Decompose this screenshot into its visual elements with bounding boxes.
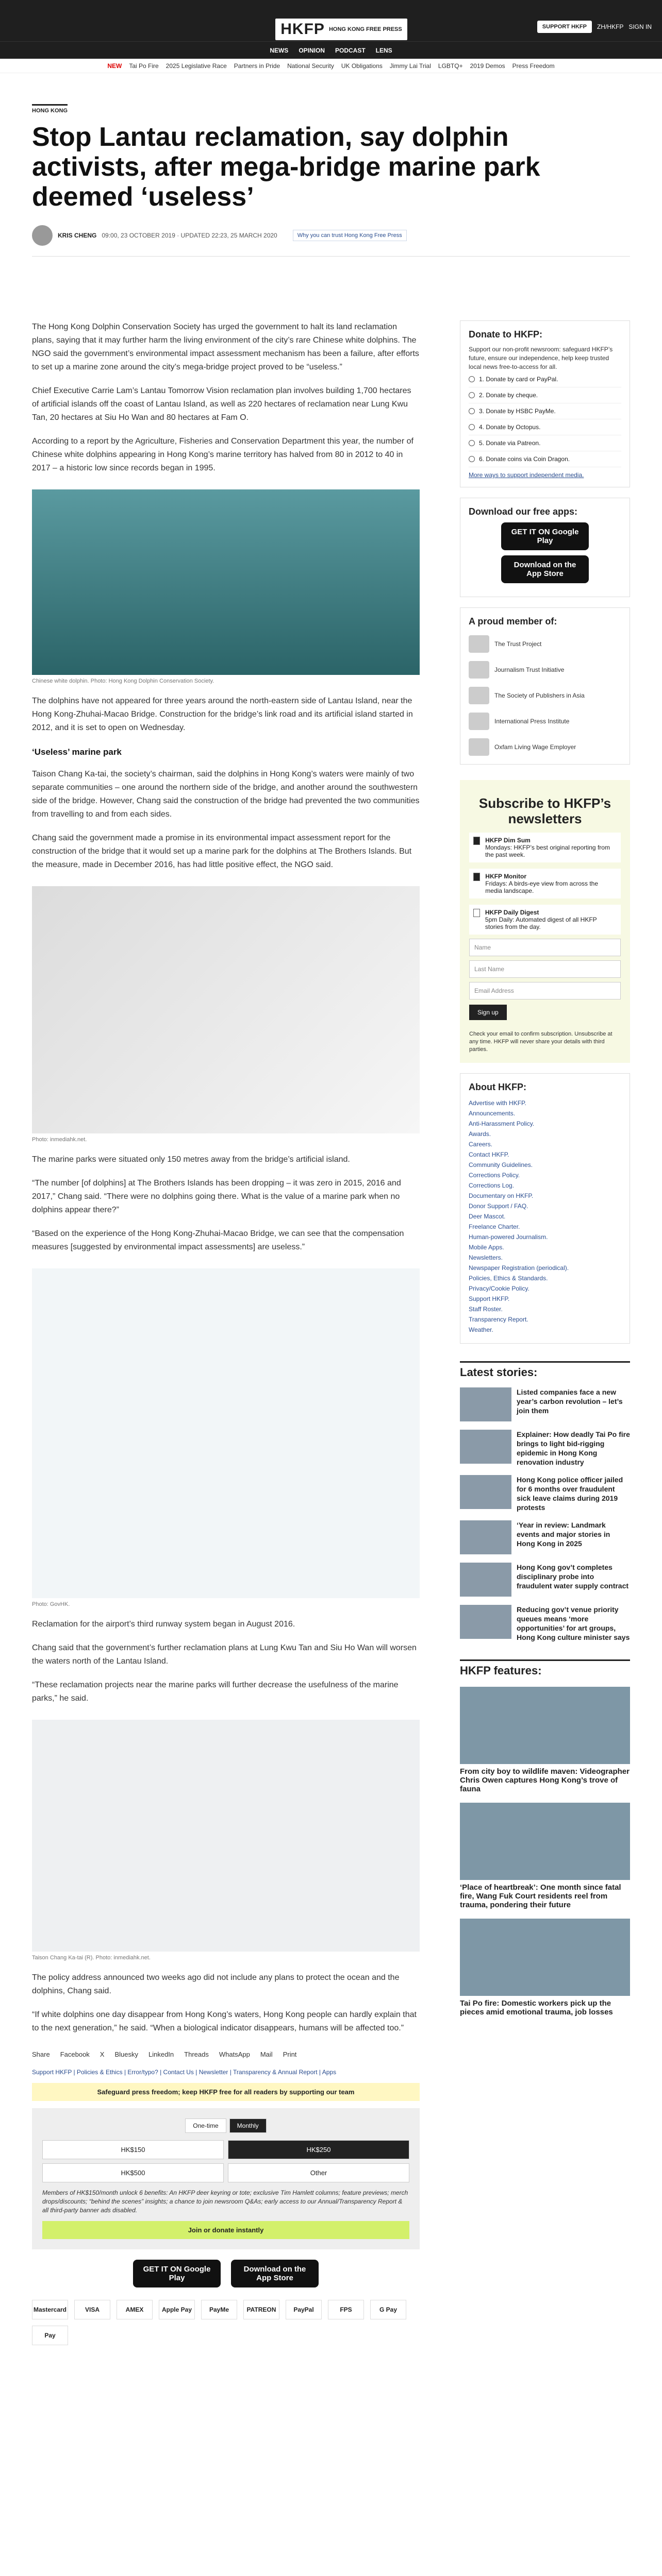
about-link[interactable]: Deer Mascot.: [469, 1213, 506, 1220]
logo-subtext: HONG KONG FREE PRESS: [328, 26, 402, 32]
share-whatsapp[interactable]: WhatsApp: [219, 2050, 250, 2058]
subnav-item[interactable]: Press Freedom: [512, 62, 555, 70]
dolphin-photo: [32, 489, 420, 675]
visa-icon: VISA: [74, 2300, 110, 2319]
about-title: About HKFP:: [469, 1082, 526, 1092]
share-x[interactable]: X: [100, 2050, 105, 2058]
subnav-item[interactable]: 2025 Legislative Race: [166, 62, 227, 70]
paragraph: The policy address announced two weeks ago did not include any plans to protect the ocean and the dolphins, Chang said.: [32, 1973, 400, 1995]
about-box: [460, 1073, 630, 1344]
fps-icon: FPS: [328, 2300, 364, 2319]
footer-links[interactable]: Support HKFP | Policies & Ethics | Error/typo? | Contact Us | Newsletter | Transparency & Annual Report | Apps: [32, 2069, 337, 2076]
share-bluesky[interactable]: Bluesky: [114, 2050, 138, 2058]
latest-story[interactable]: [460, 1605, 630, 1642]
app-store-button[interactable]: Download on the App Store: [501, 555, 589, 583]
radio-icon: [469, 392, 475, 398]
checkbox-icon[interactable]: [473, 837, 480, 845]
donate-option[interactable]: [469, 419, 621, 435]
member-item[interactable]: [469, 635, 621, 653]
newsletter-title: Subscribe to HKFP’s newsletters: [478, 795, 611, 826]
amount-option[interactable]: HK$250: [228, 2140, 409, 2159]
masthead: [0, 0, 662, 41]
member-item[interactable]: [469, 661, 621, 679]
story-thumbnail: [460, 1605, 511, 1639]
about-link[interactable]: Advertise with HKFP.: [469, 1099, 526, 1107]
about-link[interactable]: Privacy/Cookie Policy.: [469, 1285, 529, 1292]
member-name: The Society of Publishers in Asia: [494, 692, 585, 699]
sopa-logo: [469, 687, 489, 704]
checkbox-icon[interactable]: [473, 909, 480, 917]
paragraph: “The number [of dolphins] at The Brothers Islands has been dropping – it was zero in 2015, 2016 and 2017,” Chang said. “There were no dolphins going there. What is the value of a marine park when no dolphins appear there?”: [32, 1179, 401, 1214]
donate-text: Support our non-profit newsroom: safeguard HKFP’s future, ensure our independence, help keep trusted local news free-to-access for all.: [469, 346, 613, 370]
about-link[interactable]: Transparency Report.: [469, 1316, 528, 1323]
latest-story[interactable]: [460, 1475, 630, 1512]
about-link[interactable]: Corrections Log.: [469, 1182, 515, 1189]
photo-caption: Photo: inmediahk.net.: [32, 1137, 87, 1143]
story-thumbnail: [460, 1430, 511, 1464]
tab-one-time[interactable]: One-time: [185, 2119, 226, 2133]
share-linkedin[interactable]: LinkedIn: [148, 2050, 174, 2058]
about-link[interactable]: Careers.: [469, 1141, 493, 1148]
apple-pay-icon: Apple Pay: [159, 2300, 195, 2319]
member-name: The Trust Project: [494, 640, 542, 648]
newsletter-desc: Fridays: A birds-eye view from across the media landscape.: [485, 880, 599, 894]
latest-story[interactable]: [460, 1430, 630, 1467]
section-heading: ‘Useless’ marine park: [32, 747, 122, 757]
latest-story[interactable]: [460, 1520, 630, 1554]
press-conference-photo: [32, 886, 420, 1133]
newsletter-option[interactable]: [469, 869, 621, 899]
signup-button[interactable]: Sign up: [469, 1005, 507, 1020]
donation-widget: [32, 2108, 420, 2249]
story-title: Hong Kong police officer jailed for 6 months over fraudulent sick leave claims during 2019 protests: [517, 1476, 623, 1512]
photo-caption: Taison Chang Ka-tai (R). Photo: inmediahk.net.: [32, 1955, 151, 1961]
newsletter-desc: 5pm Daily: Automated digest of all HKFP stories from the day.: [485, 916, 597, 930]
subnav-item[interactable]: Tai Po Fire: [129, 62, 159, 70]
donate-option[interactable]: [469, 435, 621, 451]
sidebar: [460, 320, 630, 2345]
donate-option-label: 5. Donate via Patreon.: [479, 439, 541, 447]
feature-story[interactable]: [460, 1919, 630, 2016]
newsletter-box: [460, 780, 630, 1063]
story-title: Listed companies face a new year’s carbon revolution – let’s join them: [517, 1388, 623, 1415]
feature-title: ‘Place of heartbreak’: One month since fatal fire, Wang Fuk Court residents reel from trauma, pondering their future: [460, 1883, 621, 1909]
amex-icon: AMEX: [117, 2300, 153, 2319]
features-title: HKFP features:: [460, 1659, 630, 1677]
paragraph: According to a report by the Agriculture, Fisheries and Conservation Department this year, the number of Chinese white dolphins appearing in Hong Kong’s marine territory has halved from 80 in 2012 to 40 in 2017 – a historic low since records began in 1995.: [32, 437, 413, 472]
category-label[interactable]: HONG KONG: [32, 104, 68, 114]
mastercard-icon: Mastercard: [32, 2300, 68, 2319]
share-bar: [32, 2050, 420, 2058]
radio-icon: [469, 408, 475, 414]
paragraph: Chang said that the government’s further reclamation plans at Lung Kwu Tan and Siu Ho Wan will worsen the waters north of the Lantau Island.: [32, 1643, 417, 1666]
feature-thumbnail: [460, 1687, 630, 1764]
about-link[interactable]: Newsletters.: [469, 1254, 503, 1261]
about-link[interactable]: Contact HKFP.: [469, 1151, 509, 1158]
paragraph: The Hong Kong Dolphin Conservation Society has urged the government to halt its land reclamation plans, saying that it may further harm the living environment of the city’s rare Chinese white dolphins. The NGO said the government’s environmental impact assessment mechanism has been a failure, after efforts to set up a marine zone around the city’s mega-bridge project proved to be “useless.”: [32, 323, 419, 371]
about-link[interactable]: Freelance Charter.: [469, 1223, 520, 1230]
trust-project-logo: [469, 635, 489, 653]
member-name: Journalism Trust Initiative: [494, 666, 565, 673]
amount-option[interactable]: HK$150: [42, 2140, 224, 2159]
radio-icon: [469, 456, 475, 462]
amount-option[interactable]: HK$500: [42, 2163, 224, 2182]
newsletter-desc: Mondays: HKFP’s best original reporting from the past week.: [485, 844, 610, 858]
paragraph: “Based on the experience of the Hong Kong-Zhuhai-Macao Bridge, we can see that the compensation measures [suggested by environmental impact assessments] are useless.”: [32, 1229, 404, 1251]
radio-icon: [469, 424, 475, 430]
patreon-icon: PATREON: [243, 2300, 279, 2319]
share-mail[interactable]: Mail: [260, 2050, 273, 2058]
paragraph: “If white dolphins one day disappear from Hong Kong’s waters, Hong Kong people can hardly explain that to the next generation,” he said. “When a biological indicator disappears, humans will be affected too.”: [32, 2010, 417, 2032]
subnav-item[interactable]: Jimmy Lai Trial: [389, 62, 431, 70]
donate-option-label: 1. Donate by card or PayPal.: [479, 376, 558, 383]
story-title: ‘Year in review: Landmark events and major stories in Hong Kong in 2025: [517, 1521, 610, 1548]
donate-option-label: 2. Donate by cheque.: [479, 392, 538, 399]
story-title: Hong Kong gov’t completes disciplinary probe into fraudulent water supply contract: [517, 1563, 629, 1590]
sub-nav: [0, 59, 662, 73]
app-store-button[interactable]: Download on the App Store: [231, 2260, 319, 2287]
share-facebook[interactable]: Facebook: [60, 2050, 90, 2058]
donate-option[interactable]: [469, 451, 621, 467]
support-button[interactable]: SUPPORT HKFP: [537, 21, 592, 33]
nav-podcast[interactable]: PODCAST: [335, 46, 366, 54]
paragraph: Chief Executive Carrie Lam’s Lantau Tomorrow Vision reclamation plan involves building 1,700 hectares of artificial islands off the coast of Lantau Island, as well as 220 hectares of reclamation near Lung Kwu Tan, 20 hectares at Siu Ho Wan and 80 hectares at Fam O.: [32, 386, 411, 422]
member-name: International Press Institute: [494, 718, 570, 725]
photo-caption: Photo: GovHK.: [32, 1601, 70, 1607]
apple-pay-icon: Pay: [32, 2326, 68, 2345]
google-play-button[interactable]: GET IT ON Google Play: [501, 522, 589, 550]
donate-box: [460, 320, 630, 487]
google-pay-icon: G Pay: [370, 2300, 406, 2319]
member-box: [460, 607, 630, 765]
about-link[interactable]: Community Guidelines.: [469, 1161, 533, 1168]
trust-link[interactable]: Why you can trust Hong Kong Free Press: [293, 230, 407, 241]
nav-lens[interactable]: LENS: [375, 46, 392, 54]
apps-box: [460, 498, 630, 597]
paragraph: The marine parks were situated only 150 metres away from the bridge’s artificial island.: [32, 1155, 350, 1164]
donate-option-label: 3. Donate by HSBC PayMe.: [479, 408, 556, 415]
author-avatar: [32, 225, 53, 246]
jti-logo: [469, 661, 489, 679]
article-body: [32, 320, 420, 2345]
ipi-logo: [469, 713, 489, 730]
app-badges: [32, 2260, 420, 2287]
about-link[interactable]: Corrections Policy.: [469, 1172, 520, 1179]
main-nav: [0, 41, 662, 59]
story-thumbnail: [460, 1475, 511, 1509]
member-item[interactable]: [469, 713, 621, 730]
story-title: Explainer: How deadly Tai Po fire brings to light bid-rigging epidemic in Hong Kong renovation industry: [517, 1430, 630, 1466]
about-link[interactable]: Support HKFP.: [469, 1295, 510, 1302]
last-name-field[interactable]: Last Name: [469, 960, 621, 978]
feature-title: Tai Po fire: Domestic workers pick up the pieces amid emotional trauma, job losses: [460, 1999, 613, 2016]
newsletter-name: HKFP Daily Digest: [485, 909, 539, 916]
subnav-item[interactable]: UK Obligations: [341, 62, 383, 70]
paragraph: “These reclamation projects near the marine parks will further decrease the usefulness of the marine parks,” he said.: [32, 1681, 399, 1703]
radio-icon: [469, 376, 475, 382]
share-threads[interactable]: Threads: [184, 2050, 209, 2058]
article-header: [0, 91, 662, 257]
donate-option-label: 6. Donate coins via Coin Dragon.: [479, 455, 570, 463]
logo-text: HKFP: [280, 21, 325, 38]
newsletter-note: Check your email to confirm subscription. Unsubscribe at any time. HKFP will never share your details with third parties.: [469, 1031, 613, 1053]
donate-option[interactable]: [469, 371, 621, 387]
donation-benefits: Members of HK$150/month unlock 6 benefits: An HKFP deer keyring or tote; exclusive Tim Hamlett columns; feature previews; merch drops/discounts; “behind the scenes” insights; a chance to join newsroom Q&As; early access to our Annual/Transparency Report & all third-party banner ads disabled.: [42, 2189, 408, 2214]
member-name: Oxfam Living Wage Employer: [494, 743, 576, 751]
member-item[interactable]: [469, 738, 621, 756]
about-link[interactable]: Donor Support / FAQ.: [469, 1202, 528, 1210]
tab-monthly[interactable]: Monthly: [229, 2119, 267, 2133]
about-link[interactable]: Newspaper Registration (periodical).: [469, 1264, 569, 1272]
google-play-button[interactable]: GET IT ON Google Play: [133, 2260, 221, 2287]
about-link[interactable]: Anti-Harassment Policy.: [469, 1120, 535, 1127]
oxfam-logo: [469, 738, 489, 756]
share-print[interactable]: Print: [283, 2050, 297, 2058]
donation-banner[interactable]: Safeguard press freedom; keep HKFP free for all readers by supporting our team: [32, 2083, 420, 2101]
photo-caption: Chinese white dolphin. Photo: Hong Kong Dolphin Conservation Society.: [32, 678, 214, 684]
donate-title: Donate to HKFP:: [469, 329, 542, 340]
publish-date: 09:00, 23 OCTOBER 2019 · UPDATED 22:23, 25 MARCH 2020: [102, 232, 277, 239]
story-thumbnail: [460, 1520, 511, 1554]
latest-story[interactable]: [460, 1563, 630, 1597]
newsletter-name: HKFP Dim Sum: [485, 837, 531, 844]
payme-icon: PayMe: [201, 2300, 237, 2319]
about-link[interactable]: Mobile Apps.: [469, 1244, 504, 1251]
about-link[interactable]: Announcements.: [469, 1110, 516, 1117]
nav-news[interactable]: NEWS: [270, 46, 289, 54]
member-item[interactable]: [469, 687, 621, 704]
author-name[interactable]: KRIS CHENG: [58, 232, 97, 239]
story-title: Reducing gov’t venue priority queues means ‘more opportunities’ for art groups, Hong Kong culture minister says: [517, 1605, 630, 1641]
radio-icon: [469, 440, 475, 446]
lang-switch[interactable]: ZH/HKFP: [597, 23, 624, 30]
about-link[interactable]: Documentary on HKFP.: [469, 1192, 534, 1199]
feature-story[interactable]: [460, 1803, 630, 1909]
feature-title: From city boy to wildlife maven: Videographer Chris Owen captures Hong Kong’s trove of fauna: [460, 1767, 630, 1793]
paragraph: Taison Chang Ka-tai, the society’s chairman, said the dolphins in Hong Kong’s waters were mainly of two separate communities – one around the northern side of the bridge, and another around the southwestern side of the bridge. However, Chang said the construction of the bridge had prevented the two communities from travelling to and from each sides.: [32, 770, 420, 819]
newsletter-option[interactable]: [469, 905, 621, 935]
byline: [32, 225, 630, 246]
activists-photo: [32, 1720, 420, 1952]
newsletter-name: HKFP Monitor: [485, 873, 527, 880]
story-thumbnail: [460, 1563, 511, 1597]
donate-option[interactable]: [469, 403, 621, 419]
paypal-icon: PayPal: [286, 2300, 322, 2319]
name-field[interactable]: Name: [469, 939, 621, 956]
nav-opinion[interactable]: OPINION: [299, 46, 325, 54]
about-link[interactable]: Human-powered Journalism.: [469, 1233, 548, 1241]
member-title: A proud member of:: [469, 616, 557, 626]
latest-story[interactable]: [460, 1387, 630, 1421]
feature-thumbnail: [460, 1919, 630, 1996]
share-label: Share: [32, 2050, 50, 2058]
donate-option[interactable]: [469, 387, 621, 403]
subnav-item[interactable]: National Security: [287, 62, 334, 70]
apps-title: Download our free apps:: [469, 506, 578, 517]
about-link[interactable]: Staff Roster.: [469, 1306, 503, 1313]
article-title: Stop Lantau reclamation, say dolphin activists, after mega-bridge marine park deemed ‘useless’: [32, 122, 540, 212]
subnav-item[interactable]: LGBTQ+: [438, 62, 463, 70]
payment-methods: [32, 2300, 420, 2345]
latest-title: Latest stories:: [460, 1361, 630, 1379]
paragraph: The dolphins have not appeared for three years around the north-eastern side of Lantau Island, near the Hong Kong-Zhuhai-Macao Bridge. Construction for the bridge’s link road and its artificial island started in 2012, and it is set to open on Wednesday.: [32, 697, 413, 732]
subnav-item[interactable]: 2019 Demos: [470, 62, 505, 70]
hkfp-logo[interactable]: [275, 19, 407, 40]
about-link[interactable]: Policies, Ethics & Standards.: [469, 1275, 548, 1282]
paragraph: Chang said the government made a promise in its environmental impact assessment report for the construction of the bridge that it would set up a marine park for the dolphins at The Brothers Islands. But the measure, made in December 2016, has had little positive effect, the NGO said.: [32, 834, 412, 869]
email-field[interactable]: Email Address: [469, 982, 621, 999]
about-link[interactable]: Weather.: [469, 1326, 493, 1333]
newsletter-option[interactable]: [469, 833, 621, 862]
more-ways-link[interactable]: More ways to support independent media.: [469, 471, 584, 479]
paragraph: Reclamation for the airport’s third runway system began in August 2016.: [32, 1620, 295, 1629]
join-button[interactable]: Join or donate instantly: [42, 2221, 409, 2239]
signin-link[interactable]: SIGN IN: [628, 23, 652, 30]
main-layout: [0, 320, 662, 2345]
new-badge: NEW: [107, 62, 122, 70]
donate-option-label: 4. Donate by Octopus.: [479, 423, 541, 431]
about-link[interactable]: Awards.: [469, 1130, 491, 1138]
subnav-item[interactable]: Partners in Pride: [234, 62, 280, 70]
checkbox-icon[interactable]: [473, 873, 480, 881]
feature-thumbnail: [460, 1803, 630, 1880]
story-thumbnail: [460, 1387, 511, 1421]
marine-park-map: [32, 1268, 420, 1598]
feature-story[interactable]: [460, 1687, 630, 1793]
amount-option[interactable]: Other: [228, 2163, 409, 2182]
divider: [32, 256, 630, 257]
